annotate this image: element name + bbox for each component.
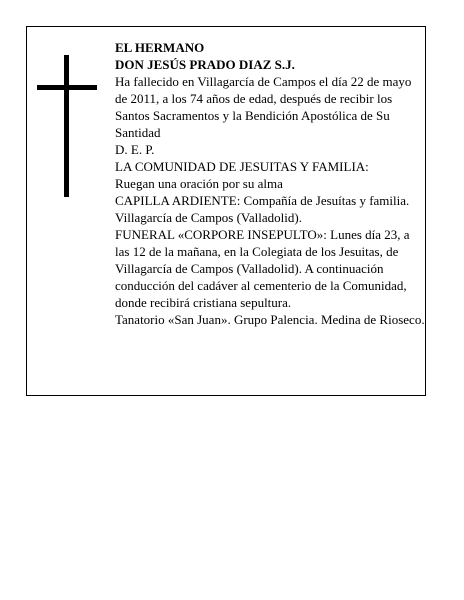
notice-community: LA COMUNIDAD DE JESUITAS Y FAMILIA: bbox=[115, 159, 369, 174]
latin-cross-icon bbox=[37, 55, 97, 197]
notice-text bbox=[115, 39, 426, 328]
obituary-notice bbox=[26, 26, 426, 396]
cross-horizontal-bar bbox=[37, 85, 97, 90]
notice-tanatorio: Tanatorio «San Juan». Grupo Palencia. Medina de Rioseco. bbox=[115, 312, 425, 327]
cross-vertical-bar bbox=[64, 55, 69, 197]
notice-funeral: FUNERAL «CORPORE INSEPULTO»: Lunes día 23, a las 12 de la mañana, en la Colegiata de los Jesuitas, de Villagarcía de Campos (Valladolid). A continuación conducción del cadáver al cementerio de la Comunidad, donde recibirá cristiana sepultura. bbox=[115, 227, 410, 310]
notice-death-paragraph: Ha fallecido en Villagarcía de Campos el día 22 de mayo de 2011, a los 74 años de edad, después de recibir los Santos Sacramentos y la Bendición Apostólica de Su Santidad bbox=[115, 74, 412, 140]
notice-title-name: DON JESÚS PRADO DIAZ S.J. bbox=[115, 57, 295, 72]
notice-capilla: CAPILLA ARDIENTE: Compañía de Jesuítas y familia. Villagarcía de Campos (Valladolid). bbox=[115, 193, 410, 225]
notice-prayer: Ruegan una oración por su alma bbox=[115, 176, 283, 191]
notice-title-line1: EL HERMANO bbox=[115, 40, 205, 55]
notice-dep: D. E. P. bbox=[115, 142, 155, 157]
